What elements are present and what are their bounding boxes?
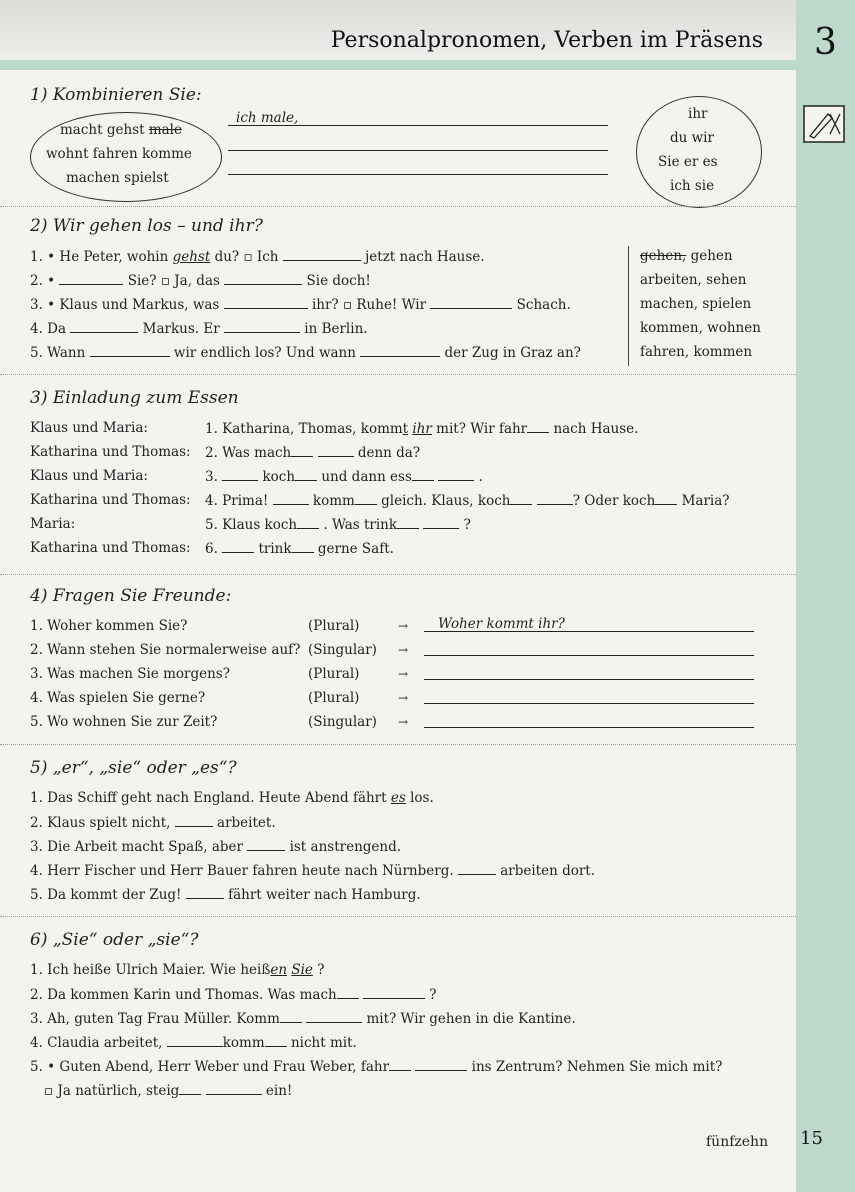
number-note: (Plural) bbox=[308, 666, 360, 682]
word-row-1: macht gehst male bbox=[60, 122, 182, 138]
s2-line-1: 1. • He Peter, wohin gehst du? ▫ Ich jetzt nach Hause. bbox=[30, 249, 485, 265]
section-2-heading: 2) Wir gehen los – und ihr? bbox=[30, 216, 263, 236]
s6-line-3: 3. Ah, guten Tag Frau Müller. Komm mit? Wir gehen in die Kantine. bbox=[30, 1011, 576, 1027]
pronoun-row: du wir bbox=[670, 130, 714, 146]
s6-line-2: 2. Da kommen Karin und Thomas. Was mach ? bbox=[30, 987, 437, 1003]
s3-line-2: 2. Was mach denn da? bbox=[205, 445, 421, 461]
speaker-label: Katharina und Thomas: bbox=[30, 540, 191, 556]
section-5-heading: 5) „er“, „sie“ oder „es“? bbox=[30, 758, 237, 778]
chapter-number: 3 bbox=[814, 22, 837, 63]
arrow-icon: → bbox=[398, 619, 409, 633]
side-band bbox=[796, 0, 855, 1192]
arrow-icon: → bbox=[398, 691, 409, 705]
section-divider bbox=[0, 916, 796, 917]
s2-line-3: 3. • Klaus und Markus, was ihr? ▫ Ruhe! Wir Schach. bbox=[30, 297, 571, 313]
verb-box-row: gehen, gehen bbox=[640, 248, 733, 264]
speaker-label: Katharina und Thomas: bbox=[30, 492, 191, 508]
s5-line-3: 3. Die Arbeit macht Spaß, aber ist anstrengend. bbox=[30, 839, 402, 855]
answer-line[interactable] bbox=[228, 150, 608, 151]
number-note: (Singular) bbox=[308, 642, 377, 658]
question-text: 1. Woher kommen Sie? bbox=[30, 618, 188, 634]
s6-line-4: 4. Claudia arbeitet, komm nicht mit. bbox=[30, 1035, 357, 1051]
verb-box-row: machen, spielen bbox=[640, 296, 752, 312]
answer-line[interactable] bbox=[424, 631, 754, 632]
s6-line-6: ▫ Ja natürlich, steig ein! bbox=[44, 1083, 293, 1099]
word-row-3: machen spielst bbox=[66, 170, 169, 186]
s3-line-4: 4. Prima! komm gleich. Klaus, koch ? Oder koch Maria? bbox=[205, 493, 730, 509]
arrow-icon: → bbox=[398, 643, 409, 657]
section-divider bbox=[0, 206, 796, 207]
s3-line-1: 1. Katharina, Thomas, kommt ihr mit? Wir fahr nach Hause. bbox=[205, 421, 639, 437]
s2-line-5: 5. Wann wir endlich los? Und wann der Zug in Graz an? bbox=[30, 345, 581, 361]
page-word: fünfzehn bbox=[706, 1134, 769, 1150]
s5-line-1: 1. Das Schiff geht nach England. Heute Abend fährt es los. bbox=[30, 790, 434, 806]
section-divider bbox=[0, 744, 796, 745]
verb-box-row: arbeiten, sehen bbox=[640, 272, 747, 288]
question-text: 2. Wann stehen Sie normalerweise auf? bbox=[30, 642, 301, 658]
answer-1: ich male, bbox=[236, 110, 299, 126]
s2-line-4: 4. Da Markus. Er in Berlin. bbox=[30, 321, 368, 337]
s3-line-3: 3. koch und dann ess . bbox=[205, 469, 483, 485]
s3-line-6: 6. trink gerne Saft. bbox=[205, 541, 394, 557]
answer-line[interactable] bbox=[424, 679, 754, 680]
s5-line-5: 5. Da kommt der Zug! fährt weiter nach Hamburg. bbox=[30, 887, 421, 903]
number-note: (Plural) bbox=[308, 690, 360, 706]
question-text: 3. Was machen Sie morgens? bbox=[30, 666, 230, 682]
section-divider bbox=[0, 374, 796, 375]
answer-line[interactable] bbox=[228, 125, 608, 126]
question-text: 5. Wo wohnen Sie zur Zeit? bbox=[30, 714, 218, 730]
word-box-divider bbox=[628, 246, 629, 366]
s5-line-4: 4. Herr Fischer und Herr Bauer fahren heute nach Nürnberg. arbeiten dort. bbox=[30, 863, 596, 879]
section-1-heading: 1) Kombinieren Sie: bbox=[30, 85, 202, 105]
section-4-heading: 4) Fragen Sie Freunde: bbox=[30, 586, 232, 606]
speaker-label: Klaus und Maria: bbox=[30, 468, 148, 484]
number-note: (Singular) bbox=[308, 714, 377, 730]
section-6-heading: 6) „Sie“ oder „sie“? bbox=[30, 930, 199, 950]
pronoun-row: ihr bbox=[688, 106, 708, 122]
verb-box-row: fahren, kommen bbox=[640, 344, 753, 360]
arrow-icon: → bbox=[398, 667, 409, 681]
speaker-label: Maria: bbox=[30, 516, 76, 532]
s5-line-2: 2. Klaus spielt nicht, arbeitet. bbox=[30, 815, 276, 831]
page-number: 15 bbox=[800, 1128, 823, 1149]
header-rule bbox=[0, 60, 796, 70]
answer-text: Woher kommt ihr? bbox=[438, 616, 565, 632]
number-note: (Plural) bbox=[308, 618, 360, 634]
pronoun-row: ich sie bbox=[670, 178, 715, 194]
section-divider bbox=[0, 574, 796, 575]
s6-line-1: 1. Ich heiße Ulrich Maier. Wie heißen Sie ? bbox=[30, 962, 325, 978]
arrow-icon: → bbox=[398, 715, 409, 729]
answer-line[interactable] bbox=[424, 703, 754, 704]
answer-line[interactable] bbox=[424, 727, 754, 728]
word-row-2: wohnt fahren komme bbox=[46, 146, 192, 162]
question-text: 4. Was spielen Sie gerne? bbox=[30, 690, 206, 706]
speaker-label: Klaus und Maria: bbox=[30, 420, 148, 436]
pencil-exercise-icon bbox=[802, 104, 846, 144]
s2-line-2: 2. • Sie? ▫ Ja, das Sie doch! bbox=[30, 273, 371, 289]
s3-line-5: 5. Klaus koch . Was trink ? bbox=[205, 517, 471, 533]
answer-line[interactable] bbox=[424, 655, 754, 656]
pronoun-row: Sie er es bbox=[658, 154, 718, 170]
verb-box-row: kommen, wohnen bbox=[640, 320, 761, 336]
s6-line-5: 5. • Guten Abend, Herr Weber und Frau Weber, fahr ins Zentrum? Nehmen Sie mich mit? bbox=[30, 1059, 723, 1075]
page-title: Personalpronomen, Verben im Präsens bbox=[330, 28, 763, 53]
speaker-label: Katharina und Thomas: bbox=[30, 444, 191, 460]
answer-line[interactable] bbox=[228, 174, 608, 175]
section-3-heading: 3) Einladung zum Essen bbox=[30, 388, 239, 408]
